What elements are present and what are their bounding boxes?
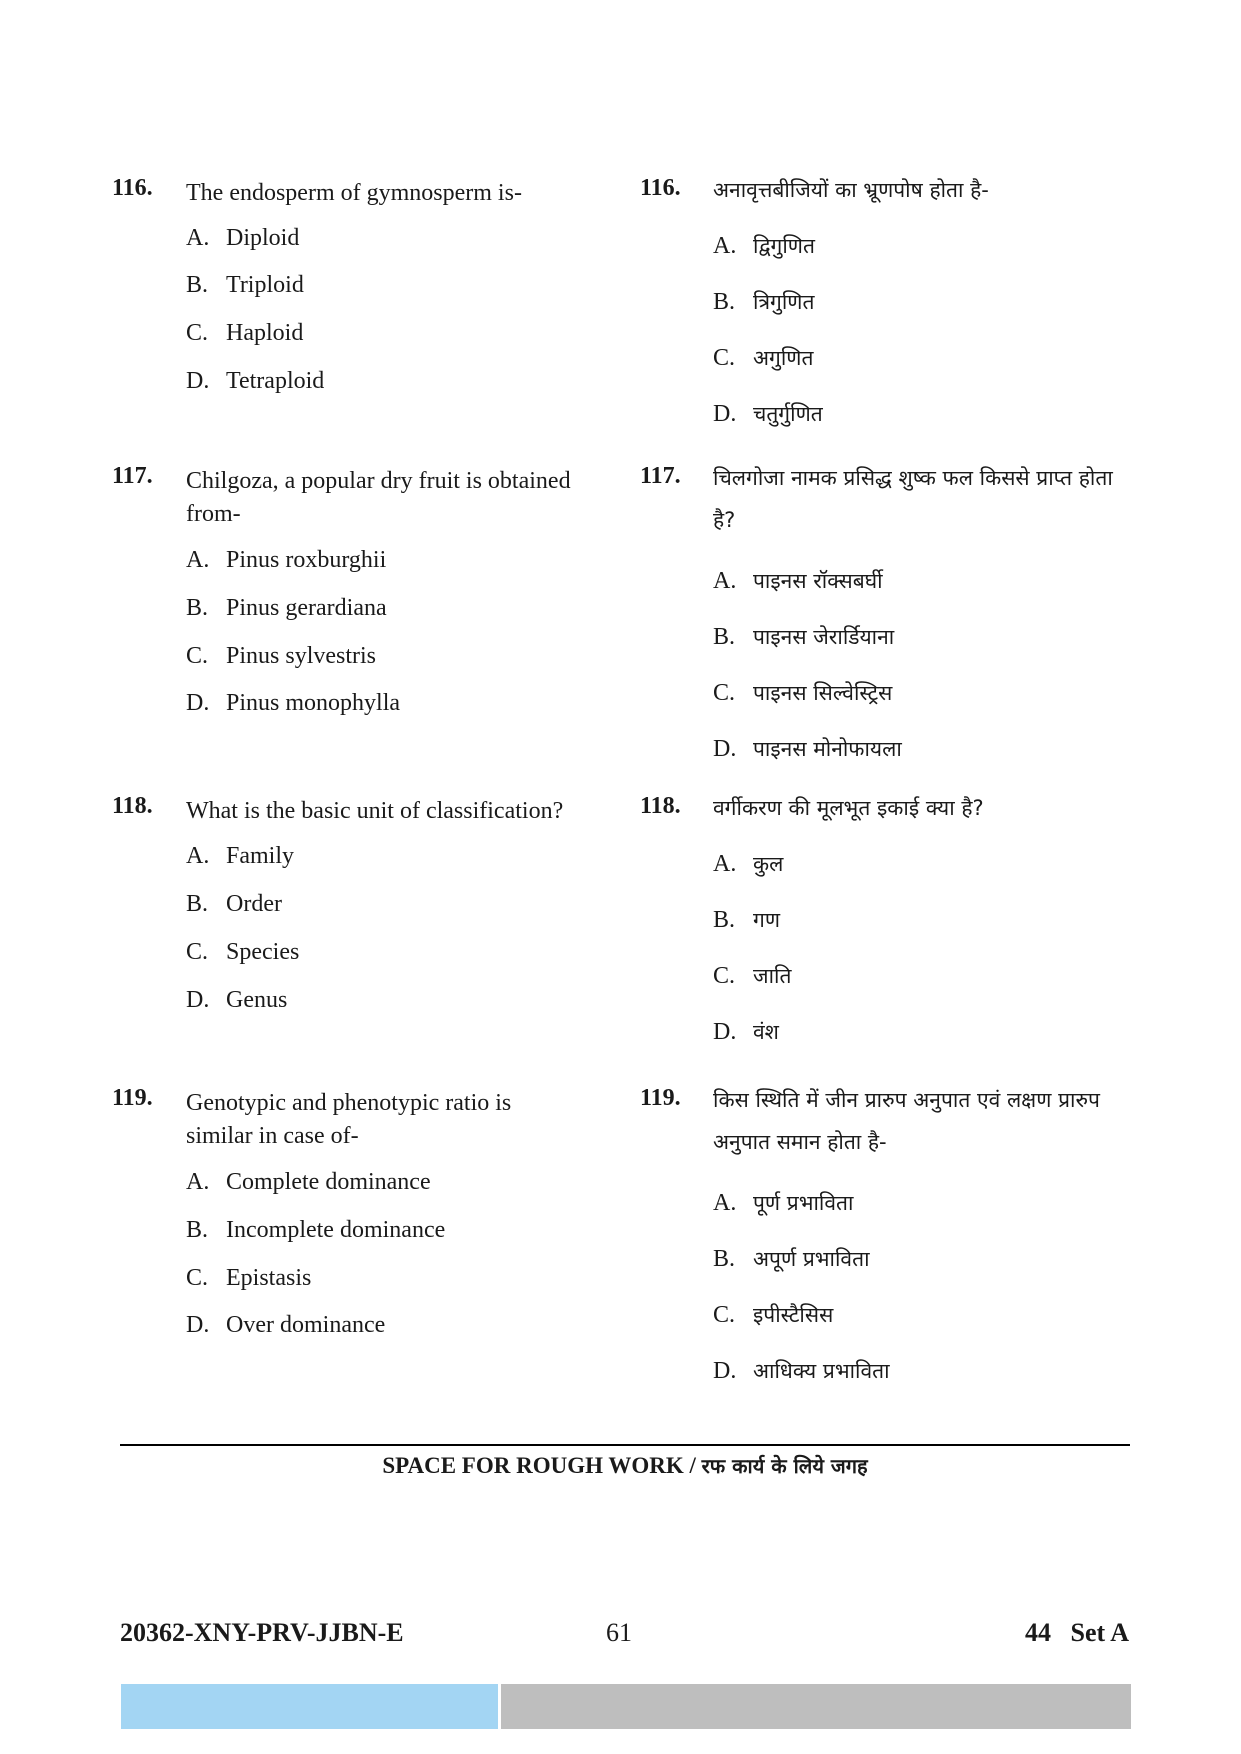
option-b: B. Triploid — [186, 272, 304, 298]
option-a: A. Family — [186, 843, 295, 869]
option-a: A. पूर्ण प्रभाविता — [713, 1190, 854, 1216]
question-text: What is the basic unit of classification? — [186, 798, 564, 824]
question-number: 116. — [112, 175, 153, 201]
option-c: C. Species — [186, 939, 300, 965]
option-d: D. वंश — [713, 1019, 779, 1045]
option-a: A. कुल — [713, 851, 784, 877]
option-a: A. पाइनस रॉक्सबर्घी — [713, 568, 883, 594]
option-c: C. इपीस्टैसिस — [713, 1302, 834, 1328]
question-text: वर्गीकरण की मूलभूत इकाई क्या है? — [713, 796, 984, 820]
option-d: D. Over dominance — [186, 1312, 386, 1338]
option-c: C. अगुणित — [713, 345, 814, 371]
rough-work-divider — [120, 1444, 1130, 1446]
question-number: 117. — [112, 463, 153, 489]
question-number: 116. — [640, 175, 681, 201]
set-label: 44 Set A — [1025, 1618, 1129, 1647]
paper-code: 20362-XNY-PRV-JJBN-E — [120, 1618, 404, 1647]
rough-work-heading: SPACE FOR ROUGH WORK / रफ कार्य के लिये जगह — [382, 1453, 868, 1478]
option-a: A. Pinus roxburghii — [186, 547, 387, 573]
question-number: 118. — [112, 793, 153, 819]
option-b: B. Order — [186, 891, 282, 917]
option-d: D. Genus — [186, 987, 288, 1013]
option-c: C. Epistasis — [186, 1265, 312, 1291]
option-b: B. पाइनस जेरार्डियाना — [713, 624, 895, 650]
question-number: 117. — [640, 463, 681, 489]
option-b: B. Pinus gerardiana — [186, 595, 387, 621]
question-text: अनावृत्तबीजियों का भ्रूणपोष होता है- — [713, 178, 989, 202]
option-c: C. पाइनस सिल्वेस्ट्रिस — [713, 680, 893, 706]
question-text: The endosperm of gymnosperm is- — [186, 180, 522, 206]
option-d: D. आधिक्य प्रभाविता — [713, 1358, 890, 1384]
question-text: किस स्थिति में जीन प्रारुप अनुपात एवं लक्षण प्रारुप अनुपात समान होता है- — [713, 1088, 1100, 1154]
option-a: A. Complete dominance — [186, 1169, 431, 1195]
option-c: C. Pinus sylvestris — [186, 643, 377, 669]
footer-bar-blue — [121, 1684, 498, 1729]
question-number: 119. — [112, 1085, 153, 1111]
option-c: C. जाति — [713, 963, 792, 989]
option-b: B. Incomplete dominance — [186, 1217, 446, 1243]
option-a: A. Diploid — [186, 225, 300, 251]
option-b: B. त्रिगुणित — [713, 289, 815, 315]
page-number: 61 — [606, 1618, 632, 1647]
question-number: 118. — [640, 793, 681, 819]
footer-bar-gray — [501, 1684, 1131, 1729]
option-d: D. चतुर्गुणित — [713, 401, 823, 427]
question-text: चिलगोजा नामक प्रसिद्ध शुष्क फल किससे प्राप्त होता है? — [713, 466, 1113, 532]
option-d: D. Pinus monophylla — [186, 690, 401, 716]
option-d: D. Tetraploid — [186, 368, 325, 394]
question-text: Chilgoza, a popular dry fruit is obtained from- — [186, 468, 571, 527]
option-b: B. गण — [713, 907, 781, 933]
question-text: Genotypic and phenotypic ratio is similar in case of- — [186, 1090, 512, 1149]
option-a: A. द्विगुणित — [713, 233, 815, 259]
question-number: 119. — [640, 1085, 681, 1111]
option-d: D. पाइनस मोनोफायला — [713, 736, 902, 762]
option-b: B. अपूर्ण प्रभाविता — [713, 1246, 870, 1272]
option-c: C. Haploid — [186, 320, 304, 346]
